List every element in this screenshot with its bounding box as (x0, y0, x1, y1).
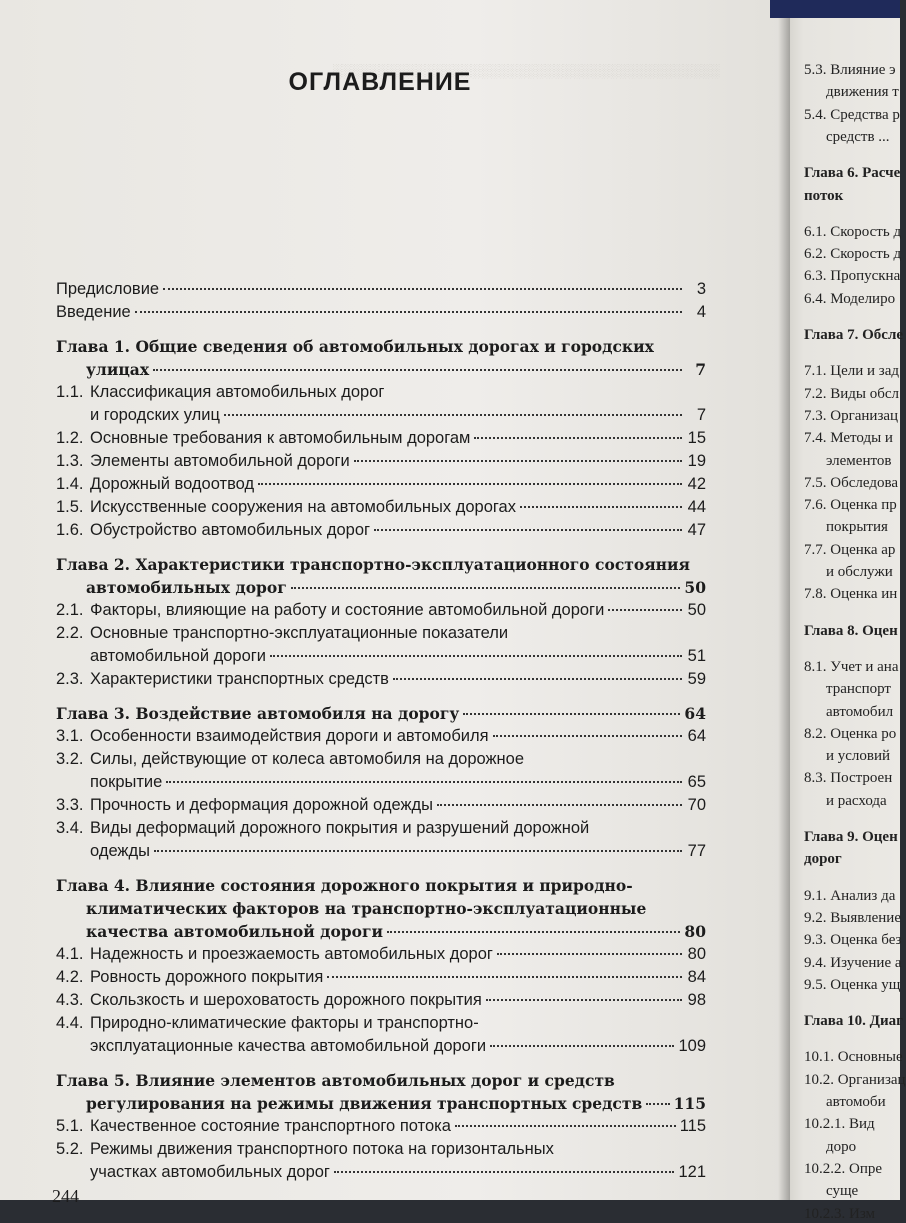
dot-leader (493, 735, 682, 737)
right-page-line: 10.2.3. Изм (804, 1205, 876, 1222)
toc-page-number: 51 (687, 647, 706, 665)
table-of-contents (56, 278, 706, 1184)
toc-row (56, 473, 706, 496)
section-number: 2.3. (56, 670, 84, 688)
right-page-line: 7.6. Оценка пр (804, 497, 897, 514)
section-number: 4.2. (56, 968, 84, 986)
chapter-heading-line: Глава 1. Общие сведения об автомобильных дорогах и городских (56, 337, 654, 356)
dot-leader (608, 609, 682, 611)
dot-leader (327, 976, 682, 978)
toc-page-number: 19 (687, 452, 706, 470)
toc-row (56, 576, 706, 599)
right-page-line: 8.3. Построен (804, 770, 893, 787)
dot-leader (163, 288, 682, 290)
toc-row (56, 668, 706, 691)
dot-leader (334, 1171, 675, 1173)
dot-leader (374, 529, 682, 531)
toc-entry-text: Природно-климатические факторы и транспортно- (90, 1014, 479, 1032)
dot-leader (486, 999, 682, 1001)
dot-leader (270, 655, 682, 657)
right-page-line: 7.3. Организац (804, 407, 899, 424)
toc-row (56, 943, 706, 966)
toc-row (56, 381, 706, 404)
toc-entry-text: одежды (90, 842, 150, 860)
right-page-line: 5.4. Средства р (804, 106, 900, 123)
toc-row (56, 1115, 706, 1138)
right-page-line: и расхода (826, 792, 887, 809)
toc-row (56, 817, 706, 840)
section-number: 3.4. (56, 819, 84, 837)
section-number: 1.5. (56, 498, 84, 516)
right-page-line: доро (826, 1138, 857, 1155)
toc-page-number: 80 (687, 945, 706, 963)
right-page-line: 7.8. Оценка ин (804, 586, 898, 603)
right-page-line: 10.2.1. Вид (804, 1116, 875, 1133)
toc-row (56, 622, 706, 645)
toc-entry-text: Элементы автомобильной дороги (90, 452, 350, 470)
dot-leader (354, 460, 682, 462)
toc-page-number: 7 (696, 406, 706, 424)
right-page-line: 8.2. Оценка ро (804, 725, 897, 742)
toc-row (56, 920, 706, 943)
right-page-line: 6.3. Пропускна (804, 268, 901, 285)
toc-row (56, 404, 706, 427)
right-page-line: 10.1. Основные (804, 1049, 903, 1066)
right-page-line: 9.2. Выявление (804, 909, 901, 926)
dot-leader (224, 414, 682, 416)
toc-entry-text: Ровность дорожного покрытия (90, 968, 324, 986)
toc-page-number: 3 (696, 280, 706, 298)
right-page-line: дорог (804, 851, 842, 868)
toc-page-number: 15 (687, 429, 706, 447)
right-page-line: 7.2. Виды обсл (804, 385, 900, 402)
dot-leader (437, 804, 682, 806)
dot-leader (258, 483, 682, 485)
toc-page-number: 50 (687, 601, 706, 619)
toc-row (56, 519, 706, 542)
toc-entry-text: Прочность и деформация дорожной одежды (90, 796, 434, 814)
right-page-line: автомоби (826, 1094, 886, 1110)
toc-entry-text: Особенности взаимодействия дороги и автомобиля (90, 727, 489, 745)
toc-page-number: 121 (678, 1163, 706, 1181)
toc-row (56, 599, 706, 622)
dot-leader (497, 953, 682, 955)
right-page-line: элементов (826, 452, 892, 469)
section-number: 1.1. (56, 383, 84, 401)
section-number: 2.1. (56, 601, 84, 619)
chapter-heading (56, 335, 706, 381)
toc-page-number: 4 (696, 303, 706, 321)
right-page-line: 6.1. Скорость д (804, 223, 902, 240)
chapter-heading-line: Глава 4. Влияние состояния дорожного покрытия и природно- (56, 876, 633, 895)
dot-leader (520, 506, 682, 508)
right-page-line: 7.5. Обследова (804, 474, 898, 491)
right-page-line: движения т (826, 84, 899, 101)
dot-leader (455, 1125, 676, 1127)
section-number: 3.2. (56, 750, 84, 768)
toc-row (56, 840, 706, 863)
toc-row (56, 301, 706, 324)
right-page-line: 8.1. Учет и ана (804, 658, 899, 675)
toc-page-number: 7 (695, 360, 706, 379)
toc-page-number: 64 (687, 727, 706, 745)
toc-page-number: 47 (687, 521, 706, 539)
toc-page-number: 59 (687, 670, 706, 688)
section-number: 5.2. (56, 1140, 84, 1158)
right-page-line: 9.3. Оценка без (804, 932, 902, 949)
toc-entry-text: Введение (56, 303, 131, 321)
dot-leader (463, 713, 680, 715)
toc-page-number: 50 (684, 578, 706, 597)
toc-row (56, 702, 706, 725)
chapter-heading-line: климатических факторов на транспортно-эксплуатационные (86, 899, 647, 918)
dot-leader (166, 781, 682, 783)
toc-entry-text: покрытие (90, 773, 163, 791)
section-number: 4.1. (56, 945, 84, 963)
toc-row (56, 966, 706, 989)
toc-page-number: 115 (679, 1117, 706, 1135)
toc-row (56, 794, 706, 817)
right-page-line: 9.5. Оценка ущ (804, 976, 901, 993)
right-page-line: 7.4. Методы и (804, 430, 893, 447)
toc-row (56, 278, 706, 301)
toc-page-number: 80 (684, 922, 706, 941)
right-page-line: автомобил (826, 703, 894, 720)
right-page-line: 5.3. Влияние э (804, 62, 896, 78)
section-number: 2.2. (56, 624, 84, 642)
chapter-heading (56, 702, 706, 725)
section-number: 3.3. (56, 796, 84, 814)
right-page-line: 10.2.2. Опре (804, 1160, 883, 1177)
dot-leader (393, 678, 682, 680)
toc-page-number: 64 (684, 704, 706, 723)
toc-entry-text: Виды деформаций дорожного покрытия и разрушений дорожной (90, 819, 590, 837)
right-page-line: 7.7. Оценка ар (804, 541, 896, 558)
chapter-heading-line: Глава 2. Характеристики транспортно-эксплуатационного состояния (56, 555, 690, 574)
toc-page-number: 70 (687, 796, 706, 814)
right-page-line: суще (826, 1183, 859, 1200)
right-page-line: 6.4. Моделиро (804, 290, 896, 307)
right-page-line: 9.4. Изучение а (804, 954, 902, 971)
toc-entry-text: эксплуатационные качества автомобильной дороги (90, 1037, 487, 1055)
section-number: 1.3. (56, 452, 84, 470)
right-page-line: и обслужи (826, 564, 893, 580)
toc-row (56, 1035, 706, 1058)
dot-leader (291, 587, 681, 589)
toc-page-number: 115 (673, 1094, 706, 1113)
toc-entry-text: Силы, действующие от колеса автомобиля на дорожное (90, 750, 524, 768)
toc-entry-text: улицах (86, 360, 150, 379)
section-number: 3.1. (56, 727, 84, 745)
toc-entry-text: Предисловие (56, 280, 160, 298)
toc-row (56, 1138, 706, 1161)
toc-entry-text: Режимы движения транспортного потока на горизонтальных (90, 1140, 554, 1158)
section-number: 1.2. (56, 429, 84, 447)
right-page-line: средств ... (826, 128, 890, 145)
chapter-heading (56, 1069, 706, 1115)
toc-entry-text: Дорожный водоотвод (90, 475, 255, 493)
toc-entry-text: Скользкость и шероховатость дорожного покрытия (90, 991, 482, 1009)
book-page-right (790, 0, 906, 1222)
toc-entry-text: качества автомобильной дороги (86, 922, 383, 941)
toc-page-number: 109 (678, 1037, 706, 1055)
toc-page-number: 98 (687, 991, 706, 1009)
right-page-line: и условий (826, 748, 891, 765)
right-page-line: 10.2. Организац (804, 1071, 906, 1088)
toc-entry-text: автомобильной дороги (90, 647, 267, 665)
right-page-line: покрытия (826, 519, 888, 536)
section-number: 1.6. (56, 521, 84, 539)
toc-row (56, 1092, 706, 1115)
toc-page-number: 65 (687, 773, 706, 791)
dot-leader (154, 850, 682, 852)
toc-entry-text: Основные транспортно-эксплуатационные показатели (90, 624, 509, 642)
right-page-line: транспорт (826, 681, 891, 698)
chapter-heading (56, 553, 706, 599)
page-title: ОГЛАВЛЕНИЕ (288, 68, 472, 96)
page-number: 244 (52, 1186, 79, 1206)
section-number: 4.3. (56, 991, 84, 1009)
dot-leader (474, 437, 682, 439)
dot-leader (490, 1045, 674, 1047)
toc-entry-text: Надежность и проезжаемость автомобильных дорог (90, 945, 493, 963)
toc-page-number: 42 (687, 475, 706, 493)
toc-entry-text: регулирования на режимы движения транспортных средств (86, 1094, 643, 1113)
right-page-line: 6.2. Скорость д (804, 246, 902, 263)
toc-entry-text: Глава 3. Воздействие автомобиля на дорогу (56, 704, 460, 723)
toc-entry-text: Основные требования к автомобильным дорогам (90, 429, 471, 447)
toc-entry-text: автомобильных дорог (86, 578, 287, 597)
book-cover-edge (770, 0, 900, 18)
toc-entry-text: Качественное состояние транспортного потока (90, 1117, 451, 1135)
toc-entry-text: Искусственные сооружения на автомобильных дорогах (90, 498, 516, 516)
toc-page-number: 44 (687, 498, 706, 516)
chapter-heading-line: Глава 5. Влияние элементов автомобильных дорог и средств (56, 1071, 615, 1090)
dot-leader (387, 931, 680, 933)
toc-row (56, 427, 706, 450)
section-number: 4.4. (56, 1014, 84, 1032)
toc-entry-text: Характеристики транспортных средств (90, 670, 389, 688)
dot-leader (135, 311, 682, 313)
right-page-line: 9.1. Анализ да (804, 887, 896, 904)
toc-row (56, 1161, 706, 1184)
right-page-line: Глава 6. Расче (804, 165, 901, 182)
right-page-line: Глава 9. Оцен (804, 829, 898, 845)
toc-page-number: 77 (687, 842, 706, 860)
toc-row (56, 358, 706, 381)
toc-entry-text: участках автомобильных дорог (90, 1163, 330, 1181)
right-page-line: Глава 8. Оцен (804, 622, 898, 639)
toc-entry-text: Факторы, влияющие на работу и состояние автомобильной дороги (90, 601, 605, 619)
toc-row (56, 1012, 706, 1035)
toc-row (56, 771, 706, 794)
toc-entry-text: и городских улиц (90, 406, 220, 424)
dot-leader (153, 369, 682, 371)
toc-row (56, 450, 706, 473)
toc-row (56, 496, 706, 519)
chapter-heading (56, 874, 706, 943)
toc-row (56, 645, 706, 668)
dot-leader (646, 1103, 669, 1105)
toc-page-number: 84 (687, 968, 706, 986)
right-page-line: поток (804, 187, 844, 204)
toc-entry-text: Обустройство автомобильных дорог (90, 521, 371, 539)
right-page-line: Глава 7. Обсле (804, 327, 904, 343)
bleed-through-text: ░░░░░░░░░░░░░░░░░░░░░░░░░░░░░░░░░░░░░░░░░░ (333, 63, 720, 78)
toc-entry-text: Классификация автомобильных дорог (90, 383, 385, 401)
right-page-line: 7.1. Цели и зад (804, 363, 899, 380)
toc-row (56, 989, 706, 1012)
toc-row (56, 725, 706, 748)
right-page-line: Глава 10. Диаг (804, 1013, 903, 1030)
section-number: 5.1. (56, 1117, 84, 1135)
section-number: 1.4. (56, 475, 84, 493)
toc-row (56, 748, 706, 771)
